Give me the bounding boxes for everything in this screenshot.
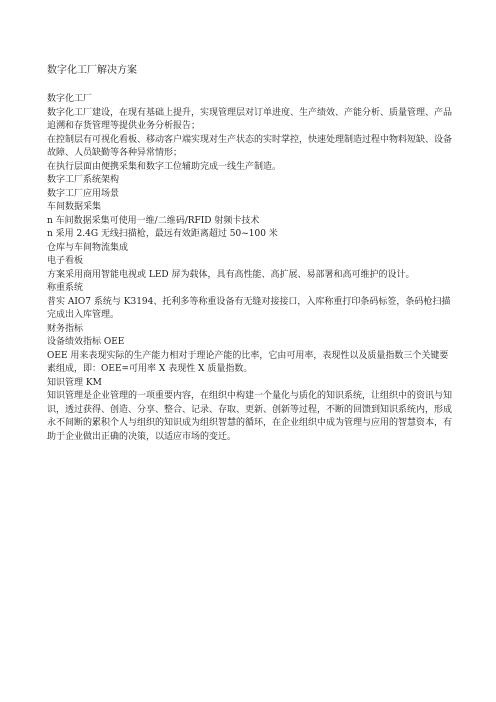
paragraph: 在控制层有可视化看板、移动客户端实现对生产状态的实时掌控，快速处理制造过程中物料短缺、设备故障、人员缺勤等各种异常情形； [47,134,453,158]
section-heading: 电子看板 [47,256,84,266]
bullet-item: n 采用 2.4G 无线扫描枪，最远有效距离超过 50~100 米 [47,229,278,239]
section-heading: 财务指标 [47,323,84,334]
bullet-item: n 车间数据采集可使用一维/二维码/RFID 射频卡技术 [47,215,260,226]
section-heading: 数字工厂系统架构 [47,175,120,185]
section-heading: 称重系统 [47,283,84,293]
paragraph: 普实 AIO7 系统与 K3194、托利多等称重设备有无缝对接接口，入库称重打印条码标签，条码枪扫描完成出入库管理。 [47,296,451,320]
section-heading: 车间数据采集 [47,202,102,212]
document-title: 数字化工厂解决方案 [47,65,137,76]
section-heading: 知识管理 KM [47,377,102,388]
paragraph: 知识管理是企业管理的一项重要内容，在组织中构建一个量化与质化的知识系统，让组织中的资讯与知识，透过获得、创造、分享、整合、记录、存取、更新、创新等过程，不断的回馈到知识系统内，形成永不间断的累积个人与组织的知识成为组织智慧的循环，在企业组织中成为管理与应用的智慧资本，有助于企业做出正确的决策，以适应市场的变迁。 [47,391,453,442]
section-heading: 设备绩效指标 OEE [47,337,125,347]
paragraph: 方案采用商用智能电视或 LED 屏为载体，具有高性能、高扩展、易部署和高可维护的设计。 [47,269,415,280]
paragraph: 在执行层面由便携采集和数字工位辅助完成一线生产制造。 [47,161,282,172]
section-heading: 数字化工厂 [47,94,93,104]
document-body [47,93,454,444]
section-heading: 仓库与车间物流集成 [47,242,129,253]
paragraph: OEE 用来表现实际的生产能力相对于理论产能的比率，它由可用率，表现性以及质量指数三个关键要素组成，即：OEE=可用率 X 表现性 X 质量指数。 [47,350,449,374]
section-heading: 数字工厂应用场景 [47,188,120,199]
paragraph: 数字化工厂建设，在现有基础上提升，实现管理层对订单进度、生产绩效、产能分析、质量管理、产品追溯和存货管理等提供业务分析报告； [47,107,453,131]
